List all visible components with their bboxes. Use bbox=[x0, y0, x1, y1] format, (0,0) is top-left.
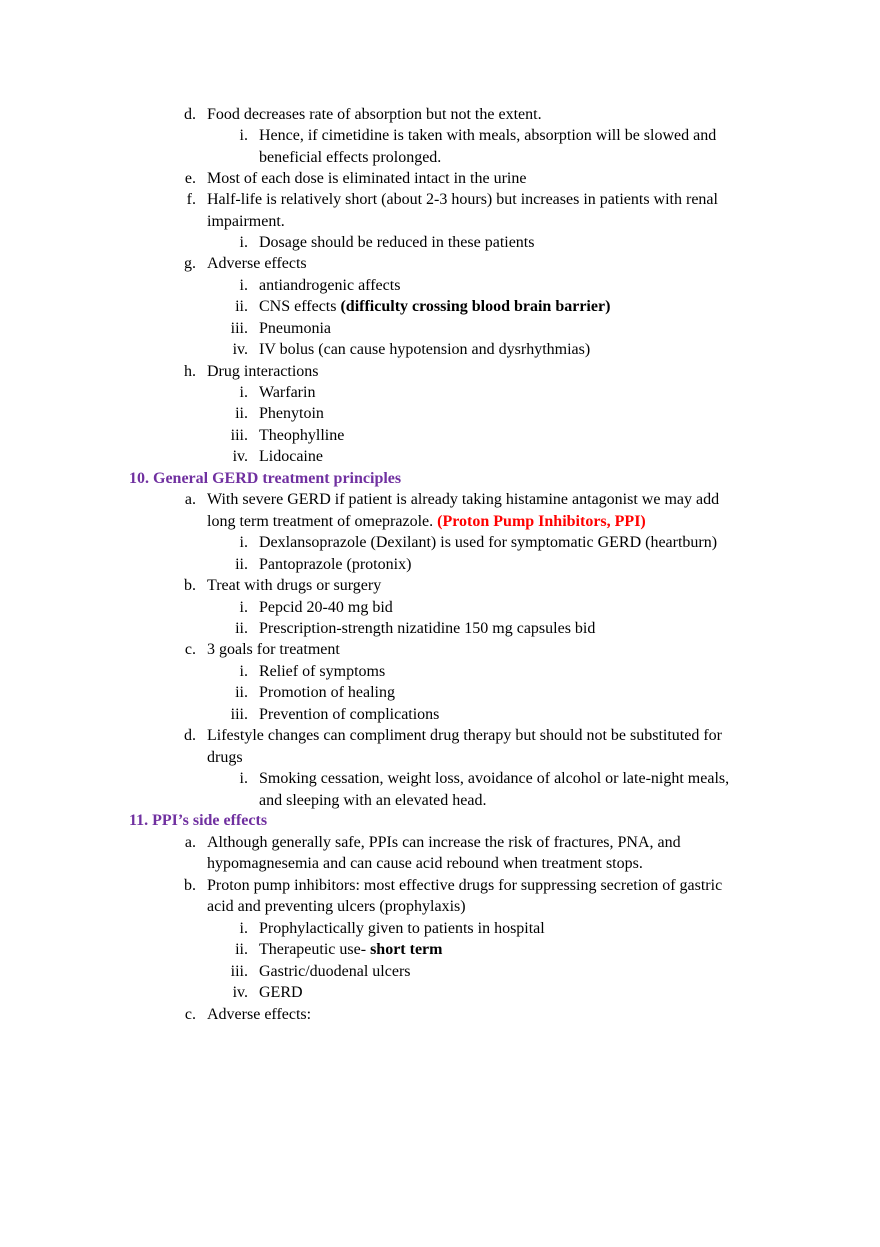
list-text: Promotion of healing bbox=[259, 684, 395, 701]
list-marker: iv. bbox=[232, 341, 248, 358]
list-text: Lifestyle changes can compliment drug therapy but should not be substituted for bbox=[207, 727, 722, 744]
list-marker: ii. bbox=[235, 556, 248, 573]
list-marker: i. bbox=[239, 534, 248, 551]
list-text: Pantoprazole (protonix) bbox=[259, 556, 412, 573]
list-text: Dosage should be reduced in these patients bbox=[259, 234, 535, 251]
list-text: Proton pump inhibitors: most effective drugs for suppressing secretion of gastric bbox=[207, 877, 723, 894]
list-marker: i. bbox=[239, 599, 248, 616]
list-marker: g. bbox=[184, 255, 196, 272]
list-text: drugs bbox=[207, 749, 243, 766]
list-marker: ii. bbox=[235, 941, 248, 958]
list-marker: iv. bbox=[232, 984, 248, 1001]
highlight-text: (Proton Pump Inhibitors, PPI) bbox=[437, 513, 646, 530]
list-marker: b. bbox=[184, 577, 196, 594]
list-text: 3 goals for treatment bbox=[207, 641, 340, 658]
list-marker: ii. bbox=[235, 684, 248, 701]
section-heading: 10. General GERD treatment principles bbox=[129, 470, 402, 487]
list-text: GERD bbox=[259, 984, 303, 1001]
list-marker: i. bbox=[239, 277, 248, 294]
list-text: Smoking cessation, weight loss, avoidance of alcohol or late-night meals, bbox=[259, 770, 730, 787]
list-marker: b. bbox=[184, 877, 196, 894]
list-marker: c. bbox=[184, 641, 196, 658]
list-text: Theophylline bbox=[259, 427, 345, 444]
list-text: Prevention of complications bbox=[259, 706, 440, 723]
list-text: Phenytoin bbox=[259, 405, 324, 422]
list-marker: iii. bbox=[230, 963, 248, 980]
list-marker: ii. bbox=[235, 405, 248, 422]
list-text: Drug interactions bbox=[207, 363, 319, 380]
list-text: acid and preventing ulcers (prophylaxis) bbox=[207, 898, 466, 915]
list-text: Relief of symptoms bbox=[259, 663, 386, 680]
bold-text: (difficulty crossing blood brain barrier) bbox=[340, 298, 611, 315]
list-text: Adverse effects: bbox=[207, 1006, 312, 1023]
list-text: and sleeping with an elevated head. bbox=[259, 792, 487, 809]
list-text: Lidocaine bbox=[259, 448, 323, 465]
list-marker: h. bbox=[184, 363, 196, 380]
list-text: long term treatment of omeprazole. bbox=[207, 513, 438, 530]
list-text: With severe GERD if patient is already taking histamine antagonist we may add bbox=[207, 491, 720, 508]
list-text: Treat with drugs or surgery bbox=[207, 577, 382, 594]
list-text: Half-life is relatively short (about 2-3 hours) but increases in patients with renal bbox=[207, 191, 718, 208]
list-text: CNS effects bbox=[259, 298, 341, 315]
list-marker: i. bbox=[239, 770, 248, 787]
list-text: beneficial effects prolonged. bbox=[259, 149, 442, 166]
list-marker: i. bbox=[239, 663, 248, 680]
bold-text: short term bbox=[370, 941, 443, 958]
list-text: Food decreases rate of absorption but not the extent. bbox=[207, 106, 542, 123]
list-text: Prescription-strength nizatidine 150 mg capsules bid bbox=[259, 620, 596, 637]
list-text: Warfarin bbox=[259, 384, 316, 401]
list-marker: iii. bbox=[230, 427, 248, 444]
list-text: Prophylactically given to patients in hospital bbox=[259, 920, 545, 937]
list-text: impairment. bbox=[207, 213, 285, 230]
list-marker: iv. bbox=[232, 448, 248, 465]
list-text: Therapeutic use- bbox=[259, 941, 371, 958]
list-text: antiandrogenic affects bbox=[259, 277, 401, 294]
list-text: Although generally safe, PPIs can increase the risk of fractures, PNA, and bbox=[207, 834, 681, 851]
list-text: Dexlansoprazole (Dexilant) is used for symptomatic GERD (heartburn) bbox=[259, 534, 718, 551]
list-marker: i. bbox=[239, 234, 248, 251]
list-marker: d. bbox=[184, 106, 196, 123]
list-marker: iii. bbox=[230, 706, 248, 723]
list-text: Hence, if cimetidine is taken with meals, absorption will be slowed and bbox=[259, 127, 717, 144]
list-marker: f. bbox=[186, 191, 196, 208]
list-text: Adverse effects bbox=[207, 255, 307, 272]
list-marker: e. bbox=[184, 170, 196, 187]
list-marker: c. bbox=[184, 1006, 196, 1023]
list-marker: i. bbox=[239, 384, 248, 401]
list-marker: a. bbox=[184, 834, 196, 851]
list-marker: a. bbox=[184, 491, 196, 508]
list-marker: d. bbox=[184, 727, 196, 744]
list-text: Gastric/duodenal ulcers bbox=[259, 963, 411, 980]
list-text: Pneumonia bbox=[259, 320, 331, 337]
list-text: IV bolus (can cause hypotension and dysrhythmias) bbox=[259, 341, 591, 358]
list-text: Pepcid 20-40 mg bid bbox=[259, 599, 393, 616]
list-text: Most of each dose is eliminated intact in the urine bbox=[207, 170, 527, 187]
list-marker: ii. bbox=[235, 620, 248, 637]
list-marker: iii. bbox=[230, 320, 248, 337]
list-marker: i. bbox=[239, 920, 248, 937]
section-heading: 11. PPI’s side effects bbox=[129, 812, 268, 829]
list-text: hypomagnesemia and can cause acid rebound when treatment stops. bbox=[207, 855, 643, 872]
list-marker: i. bbox=[239, 127, 248, 144]
list-marker: ii. bbox=[235, 298, 248, 315]
